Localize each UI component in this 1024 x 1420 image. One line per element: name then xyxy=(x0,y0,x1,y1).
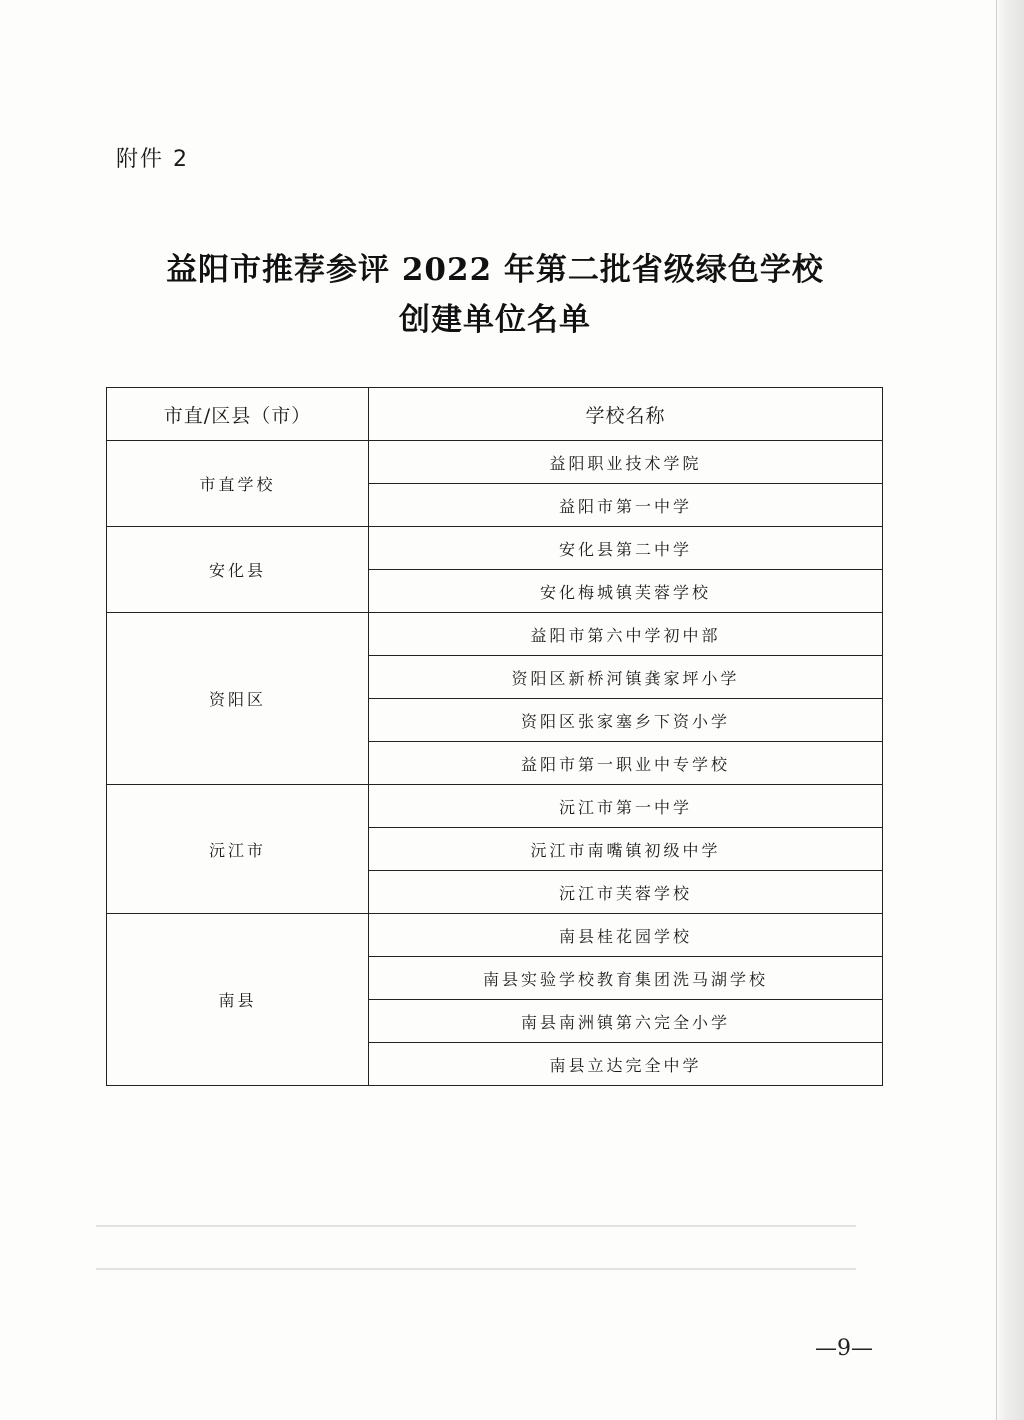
school-cell: 益阳市第一中学 xyxy=(369,484,883,527)
school-cell: 沅江市第一中学 xyxy=(369,785,883,828)
table-row xyxy=(107,613,883,656)
document-title-line-2: 创建单位名单 xyxy=(399,302,591,338)
table-row xyxy=(107,914,883,957)
school-cell: 南县实验学校教育集团洗马湖学校 xyxy=(369,957,883,1000)
scan-edge-shadow xyxy=(994,0,1024,1420)
school-cell: 安化县第二中学 xyxy=(369,527,883,570)
school-cell: 安化梅城镇芙蓉学校 xyxy=(369,570,883,613)
school-list-table xyxy=(106,387,883,1086)
school-cell: 沅江市南嘴镇初级中学 xyxy=(369,828,883,871)
school-cell: 益阳市第六中学初中部 xyxy=(369,613,883,656)
document-title-line-1: 益阳市推荐参评 2022 年第二批省级绿色学校 xyxy=(166,252,824,288)
region-cell: 市直学校 xyxy=(107,441,369,527)
page-number: —9— xyxy=(815,1336,873,1361)
region-cell: 资阳区 xyxy=(107,613,369,785)
table-row xyxy=(107,785,883,828)
table-row xyxy=(107,441,883,484)
column-header-school: 学校名称 xyxy=(369,388,883,441)
school-cell: 南县桂花园学校 xyxy=(369,914,883,957)
school-cell: 资阳区新桥河镇龚家坪小学 xyxy=(369,656,883,699)
attachment-label: 附件 2 xyxy=(116,147,189,172)
region-cell: 南县 xyxy=(107,914,369,1086)
region-cell: 沅江市 xyxy=(107,785,369,914)
column-header-region: 市直/区县（市） xyxy=(107,388,369,441)
school-cell: 南县立达完全中学 xyxy=(369,1043,883,1086)
scan-edge-line xyxy=(996,0,997,1420)
school-cell: 沅江市芙蓉学校 xyxy=(369,871,883,914)
bleed-through-line xyxy=(96,1268,856,1270)
bleed-through-line xyxy=(96,1225,856,1227)
table-row xyxy=(107,527,883,570)
school-cell: 南县南洲镇第六完全小学 xyxy=(369,1000,883,1043)
school-cell: 益阳职业技术学院 xyxy=(369,441,883,484)
school-cell: 益阳市第一职业中专学校 xyxy=(369,742,883,785)
table-header-row xyxy=(107,388,883,441)
school-cell: 资阳区张家塞乡下资小学 xyxy=(369,699,883,742)
region-cell: 安化县 xyxy=(107,527,369,613)
